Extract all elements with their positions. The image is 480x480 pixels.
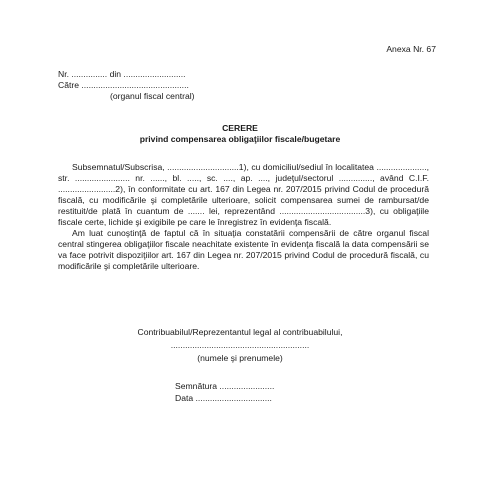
body-paragraph-acknowledgement: Am luat cunoştinţă de faptul că în situaţia constatării compensării de către organul fiscal central stingerea obligaţiilor fiscale neachitate existente în evidenţa fiscală la data compensării se va face potrivit dispoziţiilor art. 167 din Legea nr. 207/2015 privind Codul de procedură fiscală, cu modificările şi completările ulterioare. xyxy=(58,228,429,271)
fiscal-authority-label: (organul fiscal central) xyxy=(110,91,195,101)
recipient-line: Către ............................................. xyxy=(58,80,189,90)
body-paragraph-request: Subsemnatul/Subscrisa, ..............................1), cu domiciliul/sediul în localitatea ....................., str. ....................... nr. ......, bl. ....., sc. ...., ap. ...., judeţul/sectorul .............., având C.I.F. ........................2), în conformitate cu art. 167 din Legea nr. 207/2015 privind Codul de procedură fiscală, cu modificările şi completările ulterioare, solicit compensarea sumei de rambursat/de restituit/de plată în cuantum de ....... lei, reprezentând ....................................3), cu obligaţiile fiscale certe, lichide şi exigibile pe care le înregistrez în evidenţa fiscală. xyxy=(58,162,429,227)
signatory-role: Contribuabilul/Reprezentantul legal al contribuabilului, xyxy=(137,327,343,337)
annex-number: Anexa Nr. 67 xyxy=(386,44,436,54)
document-title: CERERE xyxy=(222,123,258,133)
date-line: Data ................................ xyxy=(175,393,272,403)
signature-line: Semnătura ....................... xyxy=(175,381,275,391)
header-block xyxy=(58,69,258,102)
signatory-name-hint: (numele şi prenumele) xyxy=(197,353,283,363)
request-body xyxy=(58,162,429,272)
signatory-name-dots: .......................................................... xyxy=(170,340,310,350)
document-subtitle: privind compensarea obligaţiilor fiscale/bugetare xyxy=(139,134,341,144)
registration-number-line: Nr. ............... din .......................... xyxy=(58,69,186,79)
